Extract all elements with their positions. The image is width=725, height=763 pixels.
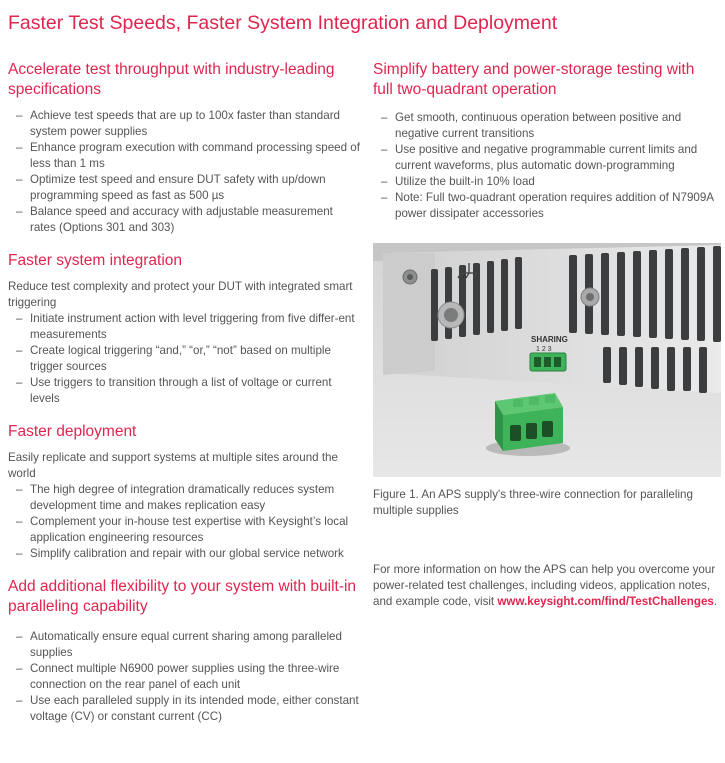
list-item: – Complement your in-house test expertise with Keysight’s local application engineering resources: [8, 514, 360, 546]
sharing-pins-label: 1 2 3: [536, 346, 552, 353]
list-item: – Use each paralleled supply in its intended mode, either constant voltage (CV) or constant current (CC): [8, 693, 360, 725]
left-column: [8, 60, 360, 740]
section-heading: Add additional flexibility to your system with built-in paralleling capability: [8, 578, 357, 615]
section-heading: Simplify battery and power-storage testing with full two-quadrant operation: [373, 61, 695, 98]
section-throughput: [8, 60, 360, 236]
list-item: – Note: Full two-quadrant operation requires addition of N7909A power dissipater accessories: [373, 190, 718, 222]
list-item: – Achieve test speeds that are up to 100x faster than standard system power supplies: [8, 108, 360, 140]
section-two-quadrant: [373, 60, 718, 222]
bullet-list: [8, 629, 360, 725]
list-item: – The high degree of integration dramatically reduces system development time and makes replication easy: [8, 482, 360, 514]
sharing-label: SHARING: [531, 335, 568, 344]
more-info: [373, 562, 718, 610]
product-photo: [373, 243, 721, 477]
section-heading: Accelerate test throughput with industry-leading specifications: [8, 61, 335, 98]
section-intro: Reduce test complexity and protect your DUT with integrated smart triggering: [8, 280, 353, 309]
section-heading: Faster system integration: [8, 252, 183, 269]
section-heading: Faster deployment: [8, 423, 137, 440]
list-item: – Optimize test speed and ensure DUT safety with up/down programming speed as fast as 500 µs: [8, 172, 360, 204]
bullet-list: [8, 311, 360, 407]
bullet-list: [8, 482, 360, 562]
list-item: – Simplify calibration and repair with our global service network: [8, 546, 360, 562]
more-info-text: For more information on how the APS can help you overcome your power-related test challenges, including videos, application notes, and example code, visit: [373, 563, 716, 608]
figure-caption: Figure 1. An APS supply's three-wire connection for paralleling multiple supplies: [373, 488, 693, 517]
page-title: Faster Test Speeds, Faster System Integration and Deployment: [8, 12, 558, 34]
section-integration: [8, 251, 360, 407]
more-info-suffix: .: [713, 595, 718, 608]
list-item: – Get smooth, continuous operation between positive and negative current transitions: [373, 110, 718, 142]
testchallenges-link[interactable]: www.keysight.com/find/TestChallenges: [497, 595, 714, 608]
list-item: – Connect multiple N6900 power supplies using the three-wire connection on the rear panel of each unit: [8, 661, 360, 693]
bullet-list: [373, 110, 718, 222]
section-paralleling: [8, 577, 360, 725]
right-column: [373, 60, 718, 237]
bullet-list: [8, 108, 360, 236]
list-item: – Initiate instrument action with level triggering from five differ-ent measurements: [8, 311, 360, 343]
list-item: – Utilize the built-in 10% load: [373, 174, 718, 190]
list-item: – Create logical triggering “and,” “or,” “not” based on multiple trigger sources: [8, 343, 360, 375]
section-intro: Easily replicate and support systems at multiple sites around the world: [8, 451, 338, 480]
section-deployment: [8, 422, 360, 562]
list-item: – Enhance program execution with command processing speed of less than 1 ms: [8, 140, 360, 172]
list-item: – Use positive and negative programmable current limits and current waveforms, plus automatic down-programming: [373, 142, 718, 174]
list-item: – Use triggers to transition through a list of voltage or current levels: [8, 375, 360, 407]
list-item: – Automatically ensure equal current sharing among paralleled supplies: [8, 629, 360, 661]
list-item: – Balance speed and accuracy with adjustable measurement rates (Options 301 and 303): [8, 204, 360, 236]
